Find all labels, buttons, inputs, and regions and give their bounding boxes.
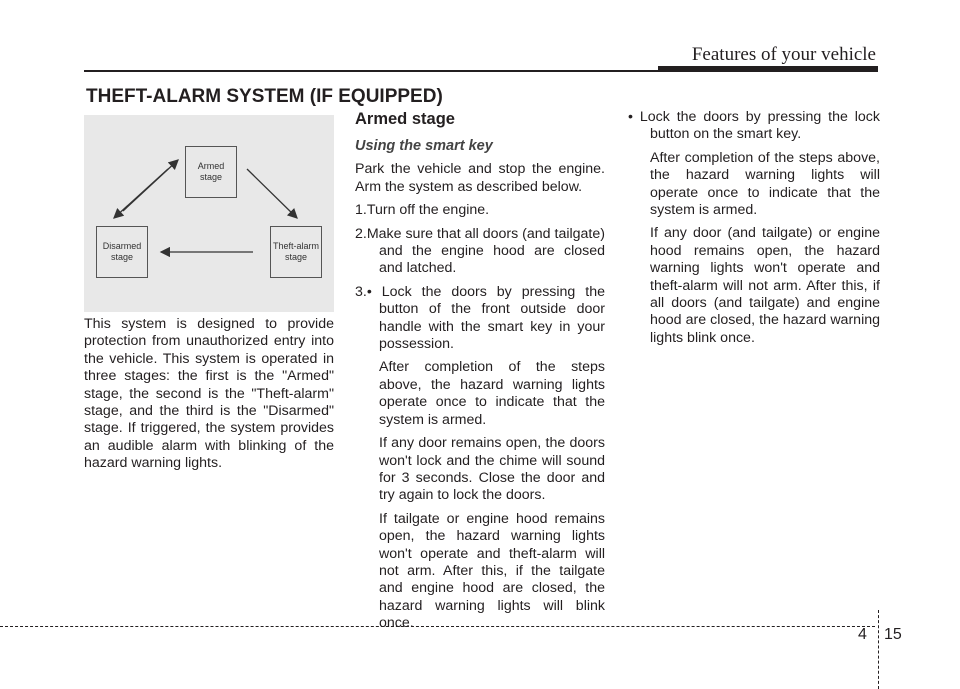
step-3-note-2: If any door remains open, the doors won't lock and the chime will sound for 3 seconds. Close the door and try again to lock the doors. xyxy=(379,435,605,504)
lock-button-note-1: After completion of the steps above, the hazard warning lights will operate once to indicate that the system is armed. xyxy=(650,149,880,219)
arrow-armed-to-theft xyxy=(247,169,297,218)
armed-label-line2: stage xyxy=(199,172,223,182)
armed-stage-column xyxy=(355,109,605,639)
arrow-armed-to-disarmed xyxy=(114,169,168,218)
footer-rule xyxy=(0,626,875,627)
step-3: 3.• Lock the doors by pressing the button of the front outside door handle with the smart key in your possession. xyxy=(355,283,605,353)
intro-column xyxy=(84,316,334,479)
step-1: 1.Turn off the engine. xyxy=(355,202,490,219)
lock-button-column xyxy=(628,109,880,353)
smart-key-subheading: Using the smart key xyxy=(355,138,493,154)
running-header: Features of your vehicle xyxy=(691,44,876,65)
armed-lead: Park the vehicle and stop the engine. Arm the system as described below. xyxy=(355,161,605,195)
disarmed-label-line1: Disarmed xyxy=(102,241,142,251)
disarmed-label-line2: stage xyxy=(110,252,134,262)
step-3-note-3: If tailgate or engine hood remains open, the hazard warning lights won't operate and theft-alarm will not arm. After this, if the tailgate and engine hood are closed, the hazard warning lights will blink once. xyxy=(379,510,605,632)
page-title: THEFT-ALARM SYSTEM (IF EQUIPPED) xyxy=(86,86,443,107)
armed-stage-heading: Armed stage xyxy=(355,110,455,128)
disarmed-stage-box xyxy=(96,226,148,278)
armed-stage-box xyxy=(185,146,237,198)
theft-alarm-stage-box xyxy=(270,226,322,278)
intro-paragraph: This system is designed to provide protection from unauthorized entry into the vehicle. This system is operated in three stages: the first is the "Armed" stage, the second is the "Theft-alarm" stage, and the third is the "Disarmed" stage. If triggered, the system provides an audible alarm with blinking of the hazard warning lights. xyxy=(84,316,334,472)
page-number: 15 xyxy=(884,626,902,643)
lock-button-bullet: • Lock the doors by pressing the lock button on the smart key. xyxy=(628,109,880,143)
theft-label-line2: stage xyxy=(284,252,308,262)
footer-divider xyxy=(878,610,879,689)
header-rule xyxy=(84,70,878,72)
diagram-arrows xyxy=(84,115,334,312)
step-2: 2.Make sure that all doors (and tailgate) and the engine hood are closed and latched. xyxy=(355,225,605,277)
armed-label-line1: Armed xyxy=(197,161,225,171)
lock-button-note-2: If any door (and tailgate) or engine hood remains open, the hazard warning lights won't operate and theft-alarm will not arm. After this, if all doors (and tailgate) and engine hood are closed, the hazard warning lights blink once. xyxy=(650,225,880,346)
step-3-note-1: After completion of the steps above, the hazard warning lights operate once to indicate that the system is armed. xyxy=(379,359,605,428)
alarm-stage-diagram xyxy=(84,115,334,312)
chapter-number: 4 xyxy=(858,626,867,643)
theft-label-line1: Theft-alarm xyxy=(272,241,319,251)
